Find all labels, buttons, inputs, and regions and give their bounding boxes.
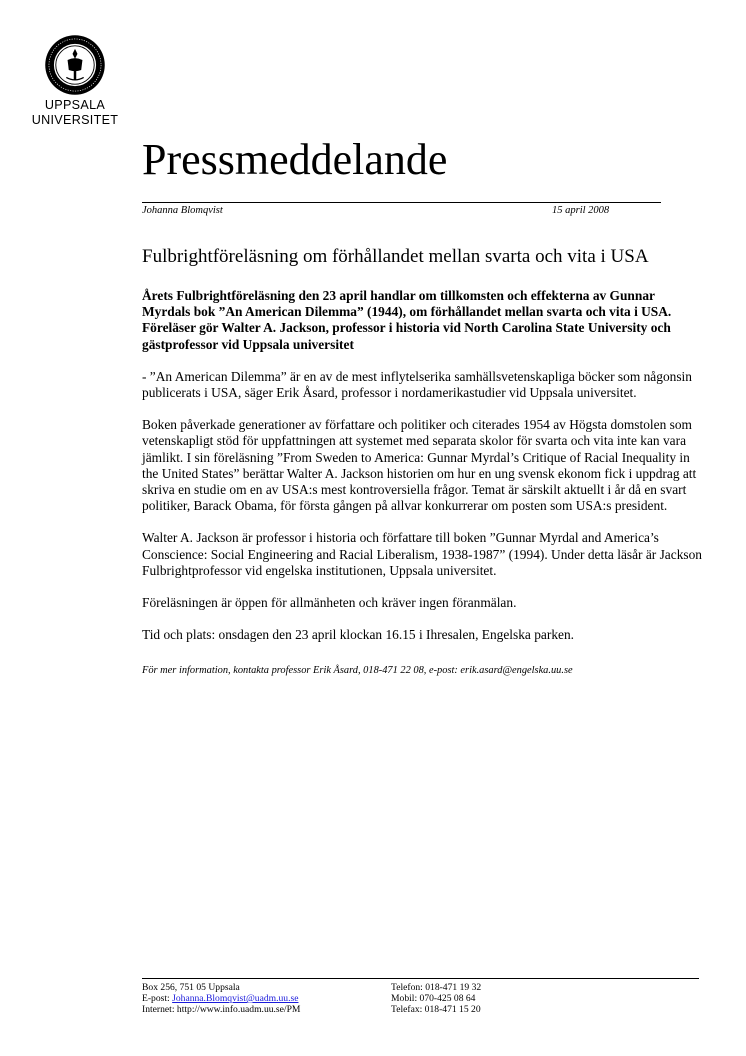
footer-phone: Telefon: 018-471 19 32 [391, 982, 482, 993]
footer-right-column [391, 982, 481, 1015]
footer-mobile: Mobil: 070-425 08 64 [391, 993, 476, 1004]
university-name-line-2: UNIVERSITET [31, 113, 119, 127]
release-date: 15 april 2008 [552, 205, 610, 216]
header-divider [142, 202, 661, 203]
university-seal-icon [44, 34, 106, 96]
footer-fax: Telefax: 018-471 15 20 [391, 1004, 481, 1015]
footer-internet: Internet: http://www.info.uadm.uu.se/PM [142, 1004, 301, 1015]
contact-info: För mer information, kontakta professor Erik Åsard, 018-471 22 08, e-post: erik.asard@engelska.uu.se [142, 665, 573, 677]
university-name-line-1: UPPSALA [44, 98, 106, 112]
body-paragraph: - ”An American Dilemma” är en av de mest inflytelserika samhällsvetenskapliga böcker som någonsin publicerats i USA, säger Erik Åsard, professor i nordamerikastudier vid Uppsala universitet. [142, 368, 692, 401]
footer-divider [142, 978, 699, 979]
body-paragraph: Föreläsningen är öppen för allmänheten och kräver ingen föranmälan. [142, 595, 517, 611]
footer-email-link[interactable]: Johanna.Blomqvist@uadm.uu.se [172, 993, 299, 1004]
article-headline: Fulbrightföreläsning om förhållandet mellan svarta och vita i USA [142, 246, 649, 267]
footer-email-label: E-post: [142, 993, 173, 1004]
footer-email-line [142, 993, 300, 1004]
body-paragraph: Boken påverkade generationer av författare och politiker och citerades 1954 av Högsta domstolen som vetenskapligt stöd för uppfattningen att systemet med separata skolor för svarta och vita inte kan vara jämlikt. I sin föreläsning ”From Sweden to America: Gunnar Myrdal’s Critique of Racial Inequality in the United States” berättar Walter A. Jackson historien om hur en ung svensk ekonom fick i uppdrag att skriva en studie om en av USA:s mest kontroversiella frågor. Temat är särskilt aktuellt i år då en svart politiker, Barack Obama, för första gången på allvar konkurrerar om posten som USA:s president. [142, 417, 697, 514]
author-name: Johanna Blomqvist [142, 205, 223, 216]
page-title: Pressmeddelande [142, 135, 448, 184]
lead-paragraph: Årets Fulbrightföreläsning den 23 april handlar om tillkomsten och effekterna av Gunnar Myrdals bok ”An American Dilemma” (1944), om förhållandet mellan svarta och vita i USA. Föreläser gör Walter A. Jackson, professor i historia vid North Carolina State University och gästprofessor vid Uppsala universitet [142, 288, 672, 352]
body-paragraph: Walter A. Jackson är professor i historia och författare till boken ”Gunnar Myrdal and America’s Conscience: Social Engineering and Racial Liberalism, 1938-1987” (1994). Under detta läsår är Jackson Fulbrightprofessor vid engelska institutionen, Uppsala universitet. [142, 530, 702, 578]
university-name [28, 98, 122, 128]
footer-left-column [142, 982, 300, 1015]
article-body [142, 288, 702, 696]
footer-address: Box 256, 751 05 Uppsala [142, 982, 240, 993]
body-paragraph: Tid och plats: onsdagen den 23 april klockan 16.15 i Ihresalen, Engelska parken. [142, 627, 574, 643]
